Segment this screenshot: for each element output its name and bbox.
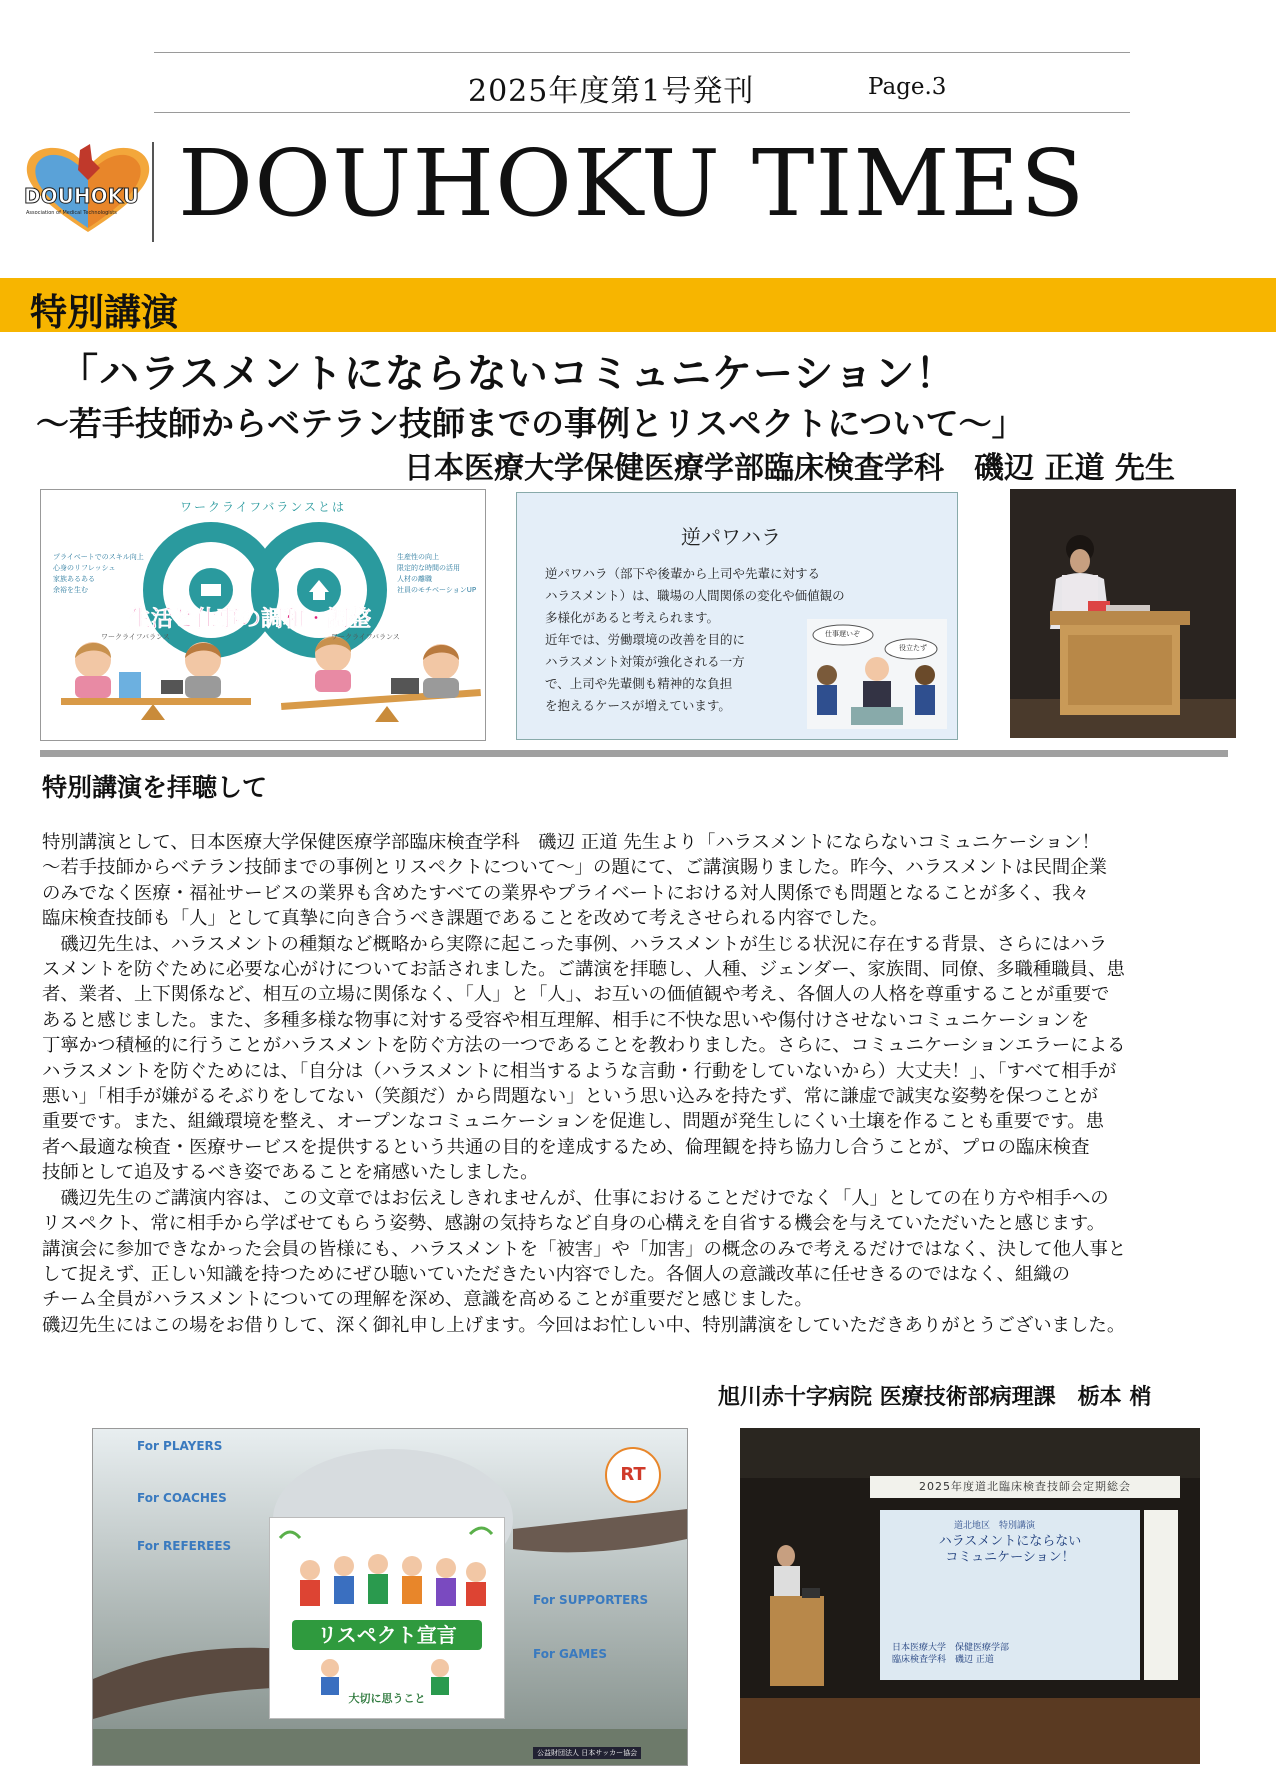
respect-games: For GAMES (533, 1647, 607, 1661)
lecture-speaker: 日本医療大学保健医療学部臨床検査学科 磯辺 正道 先生 (404, 451, 1175, 486)
respect-badge: RT (605, 1447, 661, 1503)
worklife-banner: 生活と仕事の調和・調整 (129, 607, 372, 632)
reverse-power-title: 逆パワハラ (681, 525, 781, 549)
stage-screen-tag: 道北地区 特別講演 (954, 1521, 1036, 1531)
reverse-power-body: 逆パワハラ（部下や後輩から上司や先輩に対する ハラスメント）は、職場の人間関係の変化や価値観の 多様化があると考えられます。 近年では、労働環境の改善を目的に ハラスメント対策が強化される一方 で、上司や先輩側も精神的な負担 を抱えるケースが増えています。 (545, 566, 845, 713)
lecture-title-line1: 「ハラスメントにならないコミュニケーション！ (58, 350, 957, 397)
respect-referees: For REFEREES (137, 1539, 232, 1553)
worklife-label-right: ワークライフバランス (331, 633, 400, 641)
issue-label: 2025年度第1号発刊 (468, 74, 755, 109)
respect-supporters: For SUPPORTERS (533, 1593, 649, 1607)
section-divider (40, 750, 1228, 757)
top-rule (154, 52, 1130, 53)
page-number: Page.3 (868, 74, 947, 100)
worklife-right-note: 生産性の向上 限定的な時間の活用 人材の離職 社員のモチベーションUP (397, 553, 477, 594)
logo-divider (152, 142, 154, 242)
douhoku-logo (18, 140, 158, 240)
header-rule (154, 112, 1130, 113)
stage-photo (740, 1428, 1200, 1764)
respect-banner: リスペクト宣言 (292, 1620, 482, 1650)
report-author: 旭川赤十字病院 医療技術部病理課 栃本 梢 (718, 1385, 1152, 1410)
respect-coaches: For COACHES (137, 1491, 227, 1505)
speaker-photo (1010, 489, 1236, 738)
logo-text: DOUHOKU (24, 184, 139, 208)
stage-screen-speaker: 日本医療大学 保健医療学部 臨床検査学科 磯辺 正道 (892, 1643, 1010, 1665)
worklife-slide (40, 489, 486, 741)
stage-screen-title: ハラスメントにならない コミュニケーション！ (938, 1534, 1082, 1565)
reverse-power-bubble1: 仕事遅いぞ (825, 630, 860, 638)
stage-sign: 2025年度道北臨床検査技師会定期総会 (919, 1480, 1131, 1493)
report-heading: 特別講演を拝聴して (42, 773, 268, 802)
section-banner (0, 278, 1276, 332)
respect-credit: 公益財団法人 日本サッカー協会 (533, 1747, 641, 1759)
reverse-power-bubble2: 役立たず (899, 644, 927, 652)
respect-slide (92, 1428, 688, 1766)
worklife-slide-title: ワークライフバランスとは (180, 500, 346, 514)
worklife-left-note: プライベートでのスキル向上 心身のリフレッシュ 家族あるある 余裕を生む (53, 553, 144, 594)
respect-players: For PLAYERS (137, 1439, 223, 1453)
section-banner-label: 特別講演 (30, 291, 178, 334)
lecture-title-line2: ～若手技師からベテラン技師までの事例とリスペクトについて～」 (36, 404, 1025, 443)
logo-subtext: Association of Medical Technologists (26, 210, 117, 216)
worklife-label-left: ワークライフバランス (101, 633, 170, 641)
masthead-title: DOUHOKU TIMES (178, 130, 1086, 237)
report-body: 特別講演として、日本医療大学保健医療学部臨床検査学科 磯辺 正道 先生より「ハラスメントにならないコミュニケーション！ ～若手技師からベテラン技師までの事例とリスペクトについて～」の題にて、ご講演賜りました。昨今、ハラスメントは民間企業 のみでなく医療・福祉サービスの業界も含めたすべての業界やプライベートにおける対人関係でも問題となることが多く、我々 臨床検査技師も「人」として真摯に向き合うべき課題であることを改めて考えさせられる内容でした。 磯辺先生は、ハラスメントの種類など概略から実際に起こった事例、ハラスメントが生じる状況に存在する背景、さらにはハラ スメントを防ぐために必要な心がけについてお話されました。ご講演を拝聴し、人種、ジェンダー、家族間、同僚、多職種職員、患 者、業者、上下関係など、相互の立場に関係なく、「人」と「人」、お互いの価値観や考え、各個人の人格を尊重することが重要で あると感じました。また、多種多様な物事に対する受容や相互理解、相手に不快な思いや傷付けさせないコミュニケーションを 丁寧かつ積極的に行うことがハラスメントを防ぐ方法の一つであることを教わりました。さらに、コミュニケーションエラーによる ハラスメントを防ぐためには、「自分は（ハラスメントに相当するような言動・行動をしていないから）大丈夫！」、「すべて相手が 悪い」「相手が嫌がるそぶりをしてない（笑顔だ）から問題ない」という思い込みを持たず、常に謙虚で誠実な姿勢を保つことが 重要です。また、組織環境を整え、オープンなコミュニケーションを促進し、問題が発生しにくい土壌を作ることも重要です。患 者へ最適な検査・医療サービスを提供するという共通の目的を達成するため、倫理観を持ち協力し合うことが、プロの臨床検査 技師として追及するべき姿であることを痛感いたしました。 磯辺先生のご講演内容は、この文章ではお伝えしきれませんが、仕事におけることだけでなく「人」としての在り方や相手への リスペクト、常に相手から学ばせてもらう姿勢、感謝の気持ちなど自身の心構えを自省する機会を与えていただいたと感じます。 講演会に参加できなかった会員の皆様にも、ハラスメントを「被害」や「加害」の概念のみで考えるだけではなく、決して他人事と して捉えず、正しい知識を持つためにぜひ聴いていただきたい内容でした。各個人の意識改革に任せきるのではなく、組織の チーム全員がハラスメントについての理解を深め、意識を高めることが重要だと感じました。 磯辺先生にはこの場をお借りして、深く御礼申し上げます。今回はお忙しい中、特別講演をしていただきありがとうございました。 (42, 832, 1127, 1336)
respect-poster (269, 1517, 505, 1719)
respect-sub: 大切に思うこと (348, 1692, 426, 1705)
reverse-power-slide (516, 492, 958, 740)
